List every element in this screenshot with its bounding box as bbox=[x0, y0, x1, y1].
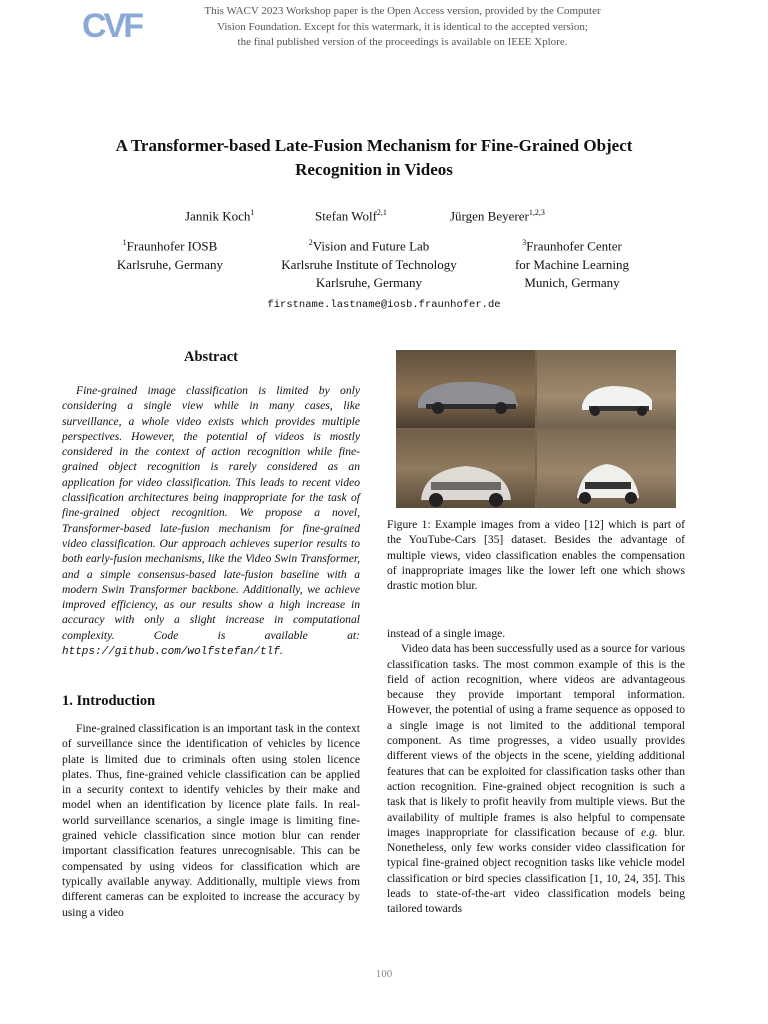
author-beyerer: Jürgen Beyerer$^{1,2,3}$ bbox=[450, 208, 545, 224]
affiliation-1: $^1$Fraunhofer IOSB Karlsruhe, Germany bbox=[116, 238, 224, 272]
abstract-heading: Abstract bbox=[184, 349, 238, 365]
affiliation-3: $^3$Fraunhofer Center for Machine Learning Munich, Germany bbox=[514, 238, 630, 291]
cvf-logo-text: CVF bbox=[82, 7, 141, 42]
frame-top-left bbox=[396, 350, 535, 428]
title-line: Recognition in Videos bbox=[295, 160, 453, 179]
cvf-logo bbox=[82, 6, 144, 42]
author-koch: Jannik Koch$^1$ bbox=[185, 208, 255, 224]
figure-1-caption: Figure 1: Example images from a video [12] which is part of the YouTube-Cars [35] dataset. Besides the advantage of multiple views, video classification enables the compensation of inappropriate images like the lower left one which shows drastic motion blur. bbox=[387, 518, 685, 593]
frame-bottom-right bbox=[537, 430, 676, 508]
introduction-body: Fine-grained classification is an important task in the context of surveillance since the identification of vehicles by licence plate is limited due to criminals often using stolen licence plates. Thus, fine-grained vehicle classification can be applied in a security context to identify vehicles by their make and model when an identification by licence plate fails. In real-world surveillance scenarios, a single image is limiting fine-grained vehicle classification since motion blur can render important classification features unrecognisable. This can be compensated by using videos for classification which are typically available anyway. Additionally, multiple views from different cameras can be exploited to increase the accuracy by using a video bbox=[62, 722, 360, 919]
frame-top-right bbox=[537, 350, 676, 428]
watermark-line: the final published version of the proceedings is available on IEEE Xplore. bbox=[237, 36, 568, 48]
affiliation-2: $^2$Vision and Future Lab Karlsruhe Institute of Technology Karlsruhe, Germany bbox=[281, 238, 457, 291]
paper-title bbox=[60, 134, 688, 182]
frame-bottom-left-blurred bbox=[396, 430, 535, 508]
page-number: 100 bbox=[375, 968, 393, 980]
watermark-line: Vision Foundation. Except for this watermark, it is identical to the accepted version; bbox=[217, 20, 588, 33]
right-column-body bbox=[387, 626, 685, 917]
figure-1-image bbox=[396, 350, 676, 508]
video-data-paragraph: Video data has been successfully used as a source for various classification tasks. The most common example of this is the field of action recognition, where videos are advantageous because they provide important temporal information. However, the potential of using a frame sequence as opposed to a single image is not limited to the additional temporal component. As time progresses, a video usually provides different views of the objects in the scene, yielding additional features that can be exploited for classification tasks other than action recognition. Fine-grained object recognition is such a task that is likely to profit heavily from multiple views. But the availability of multiple frames is also helpful to compensate images inappropriate for classification because of e.g. blur. Nonetheless, only few works consider video classification for typical fine-grained object recognition tasks like vehicle model classification or bird species classification [1, 10, 24, 35]. This leads to state-of-the-art video classification models being tailored towards bbox=[387, 642, 685, 916]
author-email: firstname.lastname@iosb.fraunhofer.de bbox=[267, 299, 501, 311]
introduction-heading: 1. Introduction bbox=[62, 693, 156, 709]
watermark-notice bbox=[150, 4, 655, 51]
title-line: A Transformer-based Late-Fusion Mechanism for Fine-Grained Object bbox=[115, 136, 633, 155]
watermark-line: This WACV 2023 Workshop paper is the Open Access version, provided by the Computer bbox=[204, 5, 601, 17]
author-wolf: Stefan Wolf$^{2,1}$ bbox=[315, 208, 387, 224]
continuation-text: instead of a single image. bbox=[387, 627, 506, 640]
code-url-link[interactable]: https://github.com/wolfstefan/tlf bbox=[62, 646, 280, 659]
abstract-body: Fine-grained image classification is limited by only considering a single view while in many cases, like surveillance, a whole video exists which provides multiple perspectives. However, the potential of videos is mostly considered in the context of action recognition while fine-grained object recognition is rarely considered as an application for video classification. This leads to recent video classification architectures being inappropriate for the task of fine-grained object recognition. We propose a novel, Transformer-based late-fusion mechanism for fine-grained video classification. Our approach achieves superior results to both early-fusion mechanisms, like the Video Swin Transformer, and a simple consensus-based late-fusion baseline with a modern Swin Transformer backbone. Additionally, we achieve improved efficiency, as our results show a high increase in accuracy with only a slight increase in computational complexity. Code is available at: https://github.com/wolfstefan/tlf. bbox=[62, 384, 360, 659]
